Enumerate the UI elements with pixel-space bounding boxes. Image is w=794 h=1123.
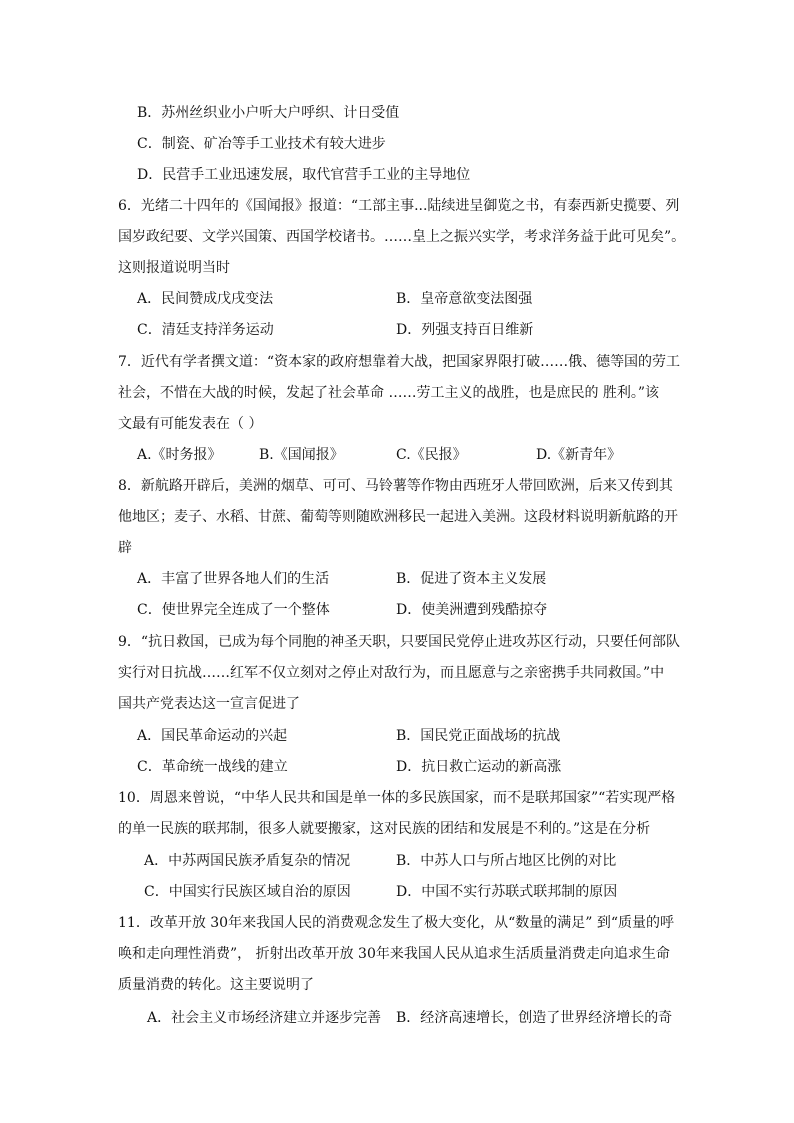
q6-option-b: B．皇帝意欲变法图强 <box>396 291 533 307</box>
q7-stem-line-3: 文最有可能发表在（ ） <box>118 416 263 432</box>
q7-option-a: A.《时务报》 <box>137 447 222 463</box>
q7-option-b: B.《国闻报》 <box>259 447 344 463</box>
q10-stem-line-1: 10．周恩来曾说，“中华人民共和国是单一体的多民族国家，而不是联邦国家”“若实现严格 <box>118 790 676 806</box>
q7-option-d: D.《新青年》 <box>536 447 622 463</box>
q8-stem-line-2: 他地区；麦子、水稻、甘蔗、葡萄等则随欧洲移民一起进入美洲。这段材料说明新航路的开 <box>118 509 678 525</box>
q8-option-b: B．促进了资本主义发展 <box>396 571 547 587</box>
q8-stem-line-1: 8．新航路开辟后，美洲的烟草、可可、马铃薯等作物由西班牙人带回欧洲，后来又传到其 <box>118 478 673 494</box>
q10-option-d: D．中国不实行苏联式联邦制的原因 <box>396 884 618 900</box>
q11-option-a: A．社会主义市场经济建立并逐步完善 <box>147 1010 382 1026</box>
q8-stem-line-3: 辟 <box>118 540 132 556</box>
q9-stem-line-2: 实行对日抗战……红军不仅立刻对之停止对敌行为，而且愿意与之亲密携手共同救国。”中 <box>118 665 665 681</box>
q5-option-d: D．民营手工业迅速发展，取代官营手工业的主导地位 <box>137 167 471 183</box>
q8-option-c: C．使世界完全连成了一个整体 <box>137 602 330 618</box>
q7-stem-line-2: 社会，不惜在大战的时候，发起了社会革命 ……劳工主义的战胜，也是庶民的 胜利。”该 <box>118 385 660 401</box>
q6-stem-line-3: 这则报道说明当时 <box>118 260 230 276</box>
q6-stem-line-1: 6．光绪二十四年的《国闻报》报道：“工部主事...陆续进呈御览之书，有泰西新史揽要、列 <box>118 198 680 214</box>
q6-option-a: A．民间赞成戊戌变法 <box>137 291 274 307</box>
q10-option-c: C．中国实行民族区域自治的原因 <box>144 884 351 900</box>
q6-stem-line-2: 国岁政纪要、文学兴国策、西国学校诸书。……皇上之振兴实学，考求洋务益于此可见矣”。 <box>118 229 686 245</box>
q11-stem-line-1: 11．改革开放 30年来我国人民的消费观念发生了极大变化，从“数量的满足” 到“质量的呼 <box>118 915 674 931</box>
q7-stem-line-1: 7．近代有学者撰文道：“资本家的政府想靠着大战，把国家界限打破……俄、德等国的劳工 <box>118 354 681 370</box>
q9-option-b: B．国民党正面战场的抗战 <box>396 728 561 744</box>
q7-option-c: C.《民报》 <box>396 447 467 463</box>
q10-option-b: B．中苏人口与所占地区比例的对比 <box>396 853 617 869</box>
q9-option-a: A．国民革命运动的兴起 <box>137 728 288 744</box>
q6-option-d: D．列强支持百日维新 <box>396 322 534 338</box>
q11-stem-line-2: 唤和走向理性消费”， 折射出改革开放 30年来我国人民从追求生活质量消费走向追求生命 <box>118 946 670 962</box>
q8-option-a: A．丰富了世界各地人们的生活 <box>137 571 330 587</box>
q11-option-b: B．经济高速增长，创造了世界经济增长的奇 <box>396 1010 673 1026</box>
q9-option-c: C．革命统一战线的建立 <box>137 759 288 775</box>
q5-option-c: C．制瓷、矿冶等手工业技术有较大进步 <box>137 136 386 152</box>
q9-stem-line-3: 国共产党表达这一宣言促进了 <box>118 696 300 712</box>
q11-stem-line-3: 质量消费的转化。这主要说明了 <box>118 977 314 993</box>
q5-option-b: B．苏州丝织业小户听大户呼织、计日受值 <box>137 105 400 121</box>
q10-stem-line-2: 的单一民族的联邦制，很多人就要搬家，这对民族的团结和发展是不利的。”这是在分析 <box>118 821 651 837</box>
q9-option-d: D．抗日救亡运动的新高涨 <box>396 759 562 775</box>
q10-option-a: A．中苏两国民族矛盾复杂的情况 <box>144 853 351 869</box>
q9-stem-line-1: 9．“抗日救国，已成为每个同胞的神圣天职，只要国民党停止进攻苏区行动，只要任何部队 <box>118 634 681 650</box>
q8-option-d: D．使美洲遭到残酷掠夺 <box>396 602 548 618</box>
q6-option-c: C．清廷支持洋务运动 <box>137 322 274 338</box>
